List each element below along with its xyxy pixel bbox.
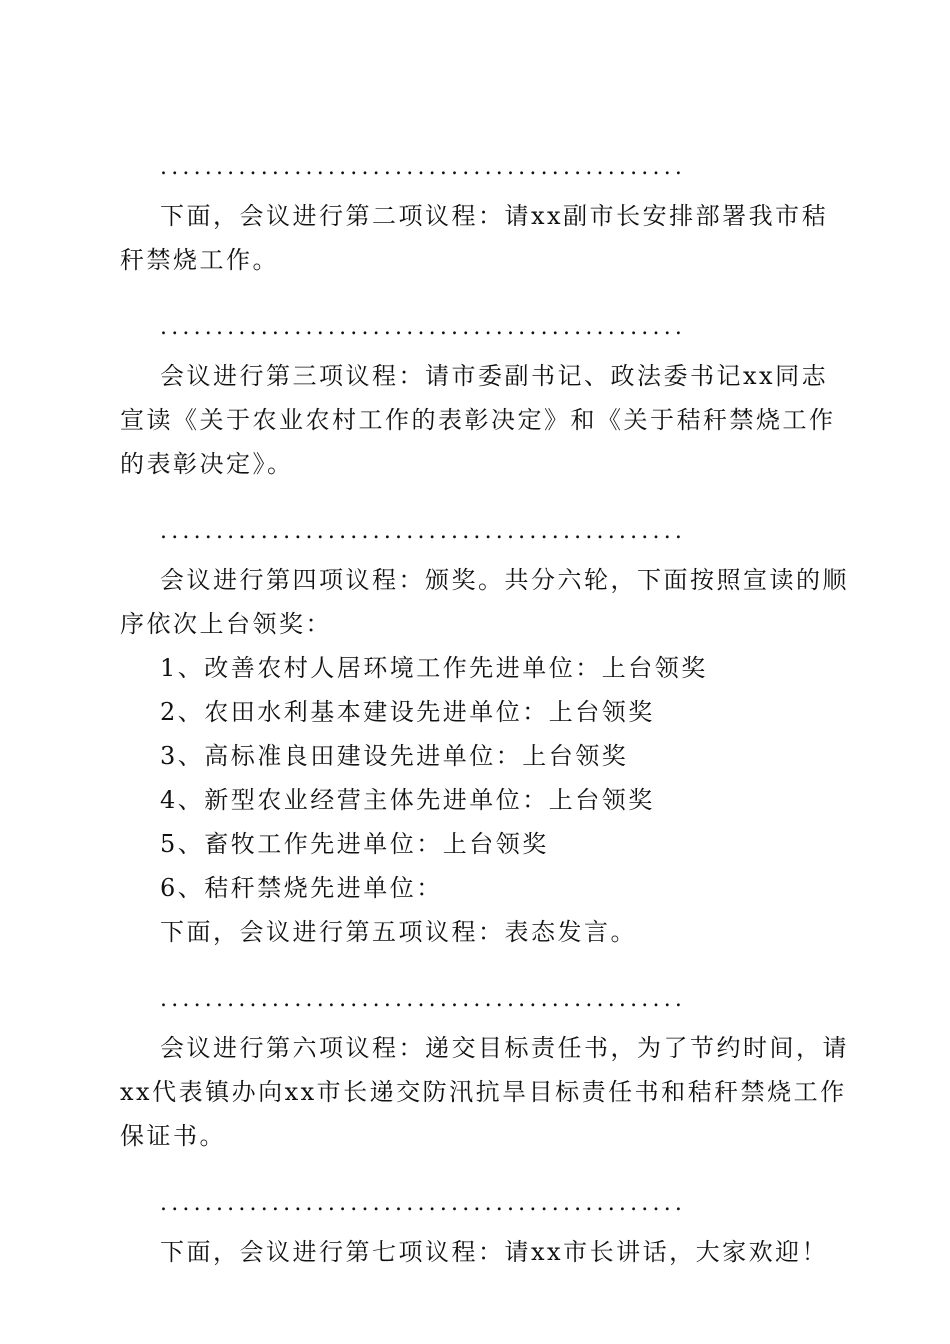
ellipsis-separator: ............................................... [160,519,687,544]
award-item-3: 3、高标准良田建设先进单位：上台领奖 [160,742,629,770]
ellipsis-separator: ............................................... [160,1191,687,1216]
agenda-item-7-line-1: 下面，会议进行第七项议程：请xx市长讲话，大家欢迎！ [160,1238,829,1266]
award-item-4: 4、新型农业经营主体先进单位：上台领奖 [160,786,655,814]
agenda-item-7 [120,1230,829,1274]
award-item-2: 2、农田水利基本建设先进单位：上台领奖 [160,698,655,726]
ellipsis-separator: ............................................... [160,987,687,1012]
agenda-item-4-line-2: 序依次上台领奖： [120,610,332,638]
agenda-item-5: 下面，会议进行第五项议程：表态发言。 [160,918,637,946]
award-item-5: 5、畜牧工作先进单位：上台领奖 [160,830,549,858]
agenda-item-6-line-2: xx代表镇办向xx市长递交防汛抗旱目标责任书和秸秆禁烧工作 [120,1078,847,1106]
agenda-item-3-line-3: 的表彰决定》。 [120,450,294,478]
agenda-item-3-line-1: 会议进行第三项议程：请市委副书记、政法委书记xx同志 [160,362,829,390]
agenda-item-3 [120,354,836,486]
ellipsis-separator: ............................................... [160,315,687,340]
agenda-item-6-line-1: 会议进行第六项议程：递交目标责任书，为了节约时间，请 [160,1034,849,1062]
agenda-item-2 [120,194,829,282]
document-page [120,140,849,1274]
agenda-item-4-line-1: 会议进行第四项议程：颁奖。共分六轮，下面按照宣读的顺 [160,566,849,594]
agenda-item-2-line-2: 秆禁烧工作。 [120,246,279,274]
award-item-1: 1、改善农村人居环境工作先进单位：上台领奖 [160,654,708,682]
agenda-item-6-line-3: 保证书。 [120,1122,226,1150]
agenda-item-2-line-1: 下面，会议进行第二项议程：请xx副市长安排部署我市秸 [160,202,829,230]
ellipsis-separator: ............................................... [160,155,687,180]
award-item-6: 6、秸秆禁烧先进单位： [160,874,443,902]
agenda-item-4 [120,558,849,954]
agenda-item-6 [120,1026,849,1158]
agenda-item-3-line-2: 宣读《关于农业农村工作的表彰决定》和《关于秸秆禁烧工作 [120,406,836,434]
